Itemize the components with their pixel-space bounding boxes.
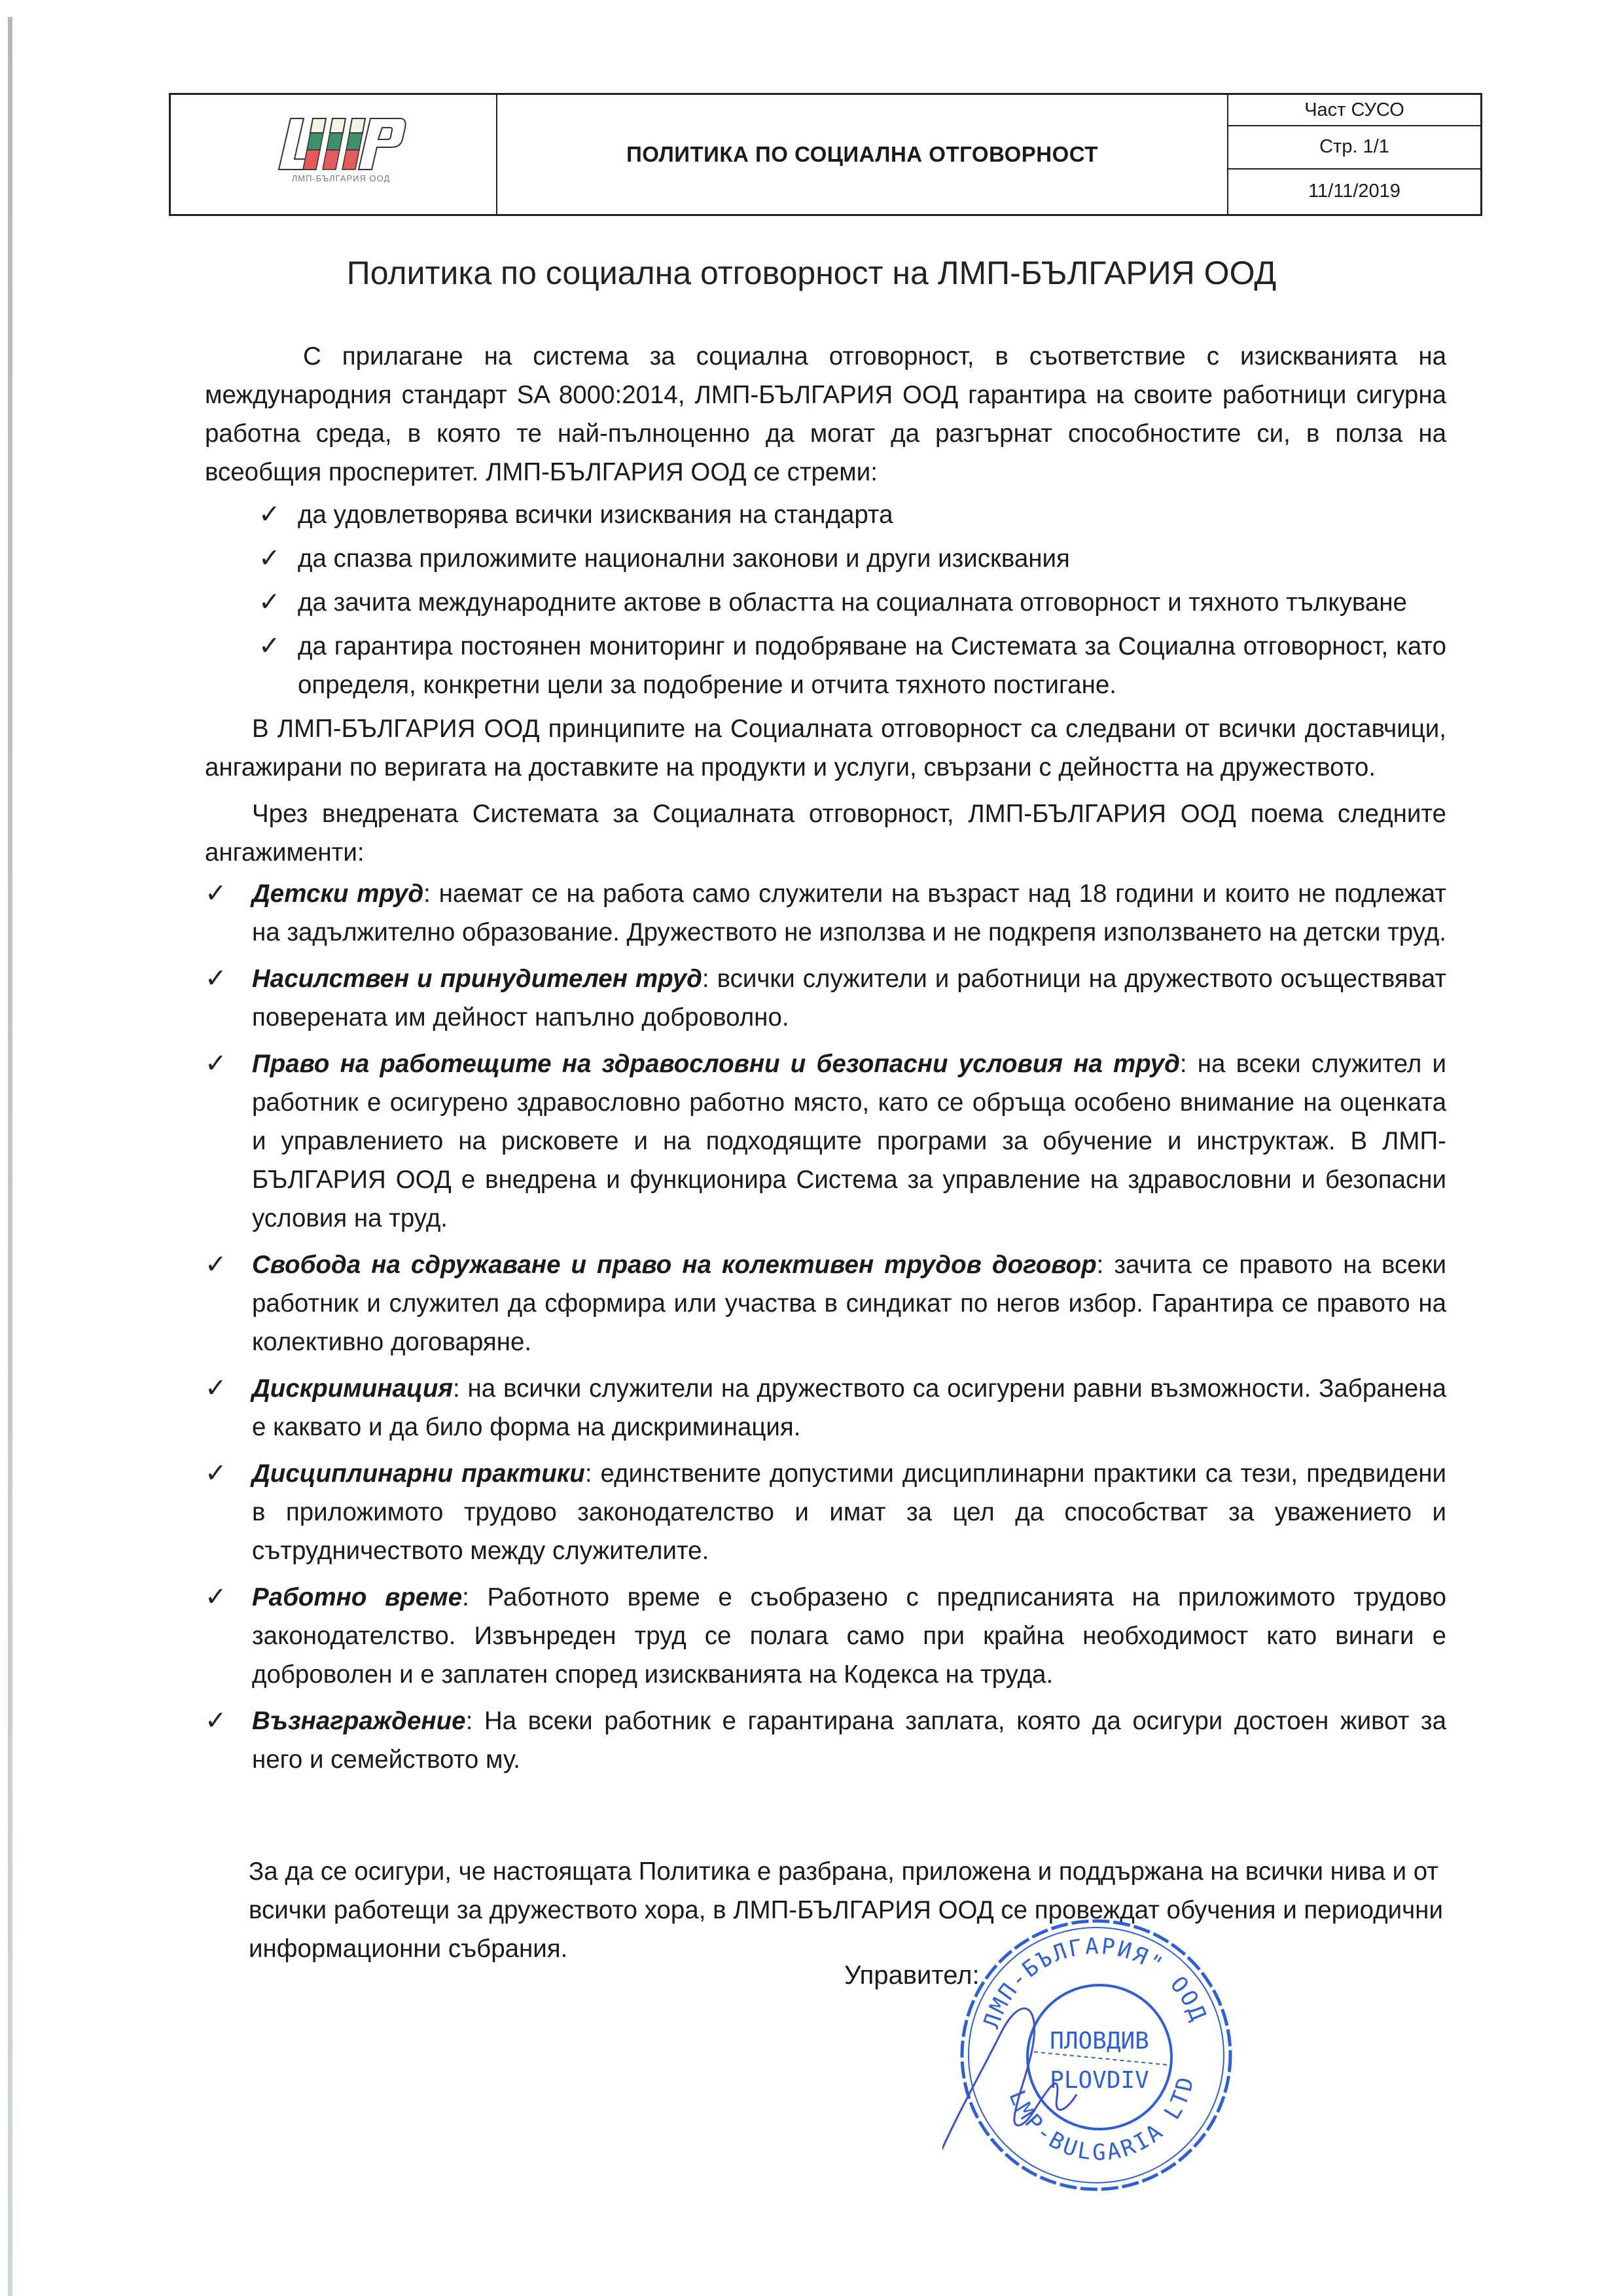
commitment-term: Право на работещите на здравословни и безопасни условия на труд: [252, 1050, 1180, 1078]
closing-paragraph: За да се осигури, че настоящата Политика е разбрана, приложена и поддържана на всички нива и от всички работещи за дружеството хора, в ЛМП-БЪЛГАРИЯ ООД се провеждат обучения и периодични информационни събрания.: [249, 1857, 1443, 1963]
header-title: ПОЛИТИКА ПО СОЦИАЛНА ОТГОВОРНОСТ: [497, 95, 1228, 214]
commitment-term: Детски труд: [252, 880, 424, 908]
objective-text: да спазва приложимите национални законови и други изисквания: [298, 545, 1070, 573]
commitment-term: Насилствен и принудителен труд: [252, 965, 702, 993]
stamp-outer-bottom: LMP-BULGARIA LTD: [1003, 2072, 1200, 2166]
document-header-table: [169, 93, 1482, 216]
document-body-top: [205, 337, 1446, 1787]
commitment-text: : на всеки служител и работник е осигурено здравословно работно място, като се обръща особено внимание на оценката и управлението на рисковете и на подходящите програми за обучение и инструктаж. В ЛМП-БЪЛГАРИЯ ООД е внедрена и функционира Система за управление на здравословни и безопасни условия на труд.: [252, 1050, 1447, 1232]
check-icon: ✓: [205, 1374, 227, 1403]
logo-subtitle: ЛМП-БЪЛГАРИЯ ООД: [291, 173, 391, 183]
stamp-center-top: ПЛОВДИВ: [1050, 2028, 1149, 2054]
commitment-item: [205, 1578, 1446, 1694]
commitment-text: : наемат се на работа само служители на възраст над 18 години и които не подлежат на задължително образование. Дружеството не използва и не подкрепя използването на детски труд.: [252, 880, 1446, 946]
check-icon: ✓: [259, 588, 281, 617]
stamp-outer-top: ЛМП-БЪЛГАРИЯ" ООД: [978, 1933, 1212, 2032]
commitment-term: Свобода на сдружаване и право на колективен трудов договор: [252, 1251, 1097, 1279]
commitment-item: [205, 1369, 1446, 1446]
objective-text: да гарантира постоянен мониторинг и подобряване на Системата за Социална отговорност, като определя, конкретни цели за подобрение и отчита тяхното постигане.: [298, 632, 1446, 699]
objectives-list: [205, 495, 1446, 704]
commitment-text: : всички служители и работници на дружеството осъществяват поверената им дейност напълно доброволно.: [252, 965, 1446, 1031]
check-icon: ✓: [259, 632, 281, 660]
commitment-item: [205, 1454, 1446, 1570]
scan-edge: [8, 17, 12, 2296]
objective-item: [205, 495, 1446, 534]
commitment-term: Възнаграждение: [252, 1707, 466, 1735]
commitments-list: [205, 874, 1446, 1779]
check-icon: ✓: [259, 500, 281, 529]
commitment-text: : зачита се правото на всеки работник и служител да сформира или участва в синдикат по негов избор. Гарантира се правото на колективно договаряне.: [252, 1251, 1446, 1356]
objective-item: [205, 539, 1446, 578]
commitment-item: [205, 874, 1446, 952]
check-icon: ✓: [205, 964, 227, 993]
commitment-term: Дискриминация: [252, 1374, 454, 1403]
commitment-item: [205, 1246, 1446, 1361]
lmp-logo-icon: [272, 113, 410, 175]
check-icon: ✓: [259, 544, 281, 573]
company-logo: [272, 113, 410, 192]
objective-text: да удовлетворява всички изисквания на стандарта: [298, 501, 893, 529]
commitment-item: [205, 1702, 1446, 1779]
document-title: Политика по социална отговорност на ЛМП-БЪЛГАРИЯ ООД: [346, 255, 1277, 291]
objective-item: [205, 627, 1446, 704]
logo-cell: [171, 95, 497, 214]
commitments-intro: Чрез внедрената Системата за Социалната отговорност, ЛМП-БЪЛГАРИЯ ООД поема следните ангажименти:: [205, 800, 1446, 867]
commitment-text: : единствените допустими дисциплинарни практики са тези, предвидени в приложимото трудово законодателство и имат за цел да способстват за уважението и сътрудничеството между служителите.: [252, 1460, 1446, 1565]
objective-item: [205, 583, 1446, 622]
commitment-item: [205, 960, 1446, 1037]
check-icon: ✓: [205, 1459, 227, 1488]
check-icon: ✓: [205, 1583, 227, 1611]
check-icon: ✓: [205, 1250, 227, 1279]
header-page: Стр. 1/1: [1228, 125, 1480, 170]
stamp-center-bottom: PLOVDIV: [1050, 2067, 1149, 2094]
header-meta: [1228, 95, 1480, 214]
company-stamp: [942, 1901, 1250, 2209]
check-icon: ✓: [205, 1706, 227, 1735]
objective-text: да зачита международните актове в областта на социалната отговорност и тяхното тълкуване: [298, 588, 1407, 617]
commitment-text: : На всеки работник е гарантирана заплата, която да осигури достоен живот за него и семейството му.: [252, 1707, 1446, 1774]
check-icon: ✓: [205, 1049, 227, 1078]
commitment-term: Работно време: [252, 1583, 463, 1611]
check-icon: ✓: [205, 879, 227, 908]
commitment-text: : Работното време е съобразено с предписанията на приложимото трудово законодателство. Извънреден труд се полага само при крайна необходимост като винаги е доброволен и е заплатен според изискванията на Кодекса на труда.: [252, 1583, 1446, 1689]
commitment-item: [205, 1045, 1446, 1238]
header-date: 11/11/2019: [1308, 180, 1400, 202]
header-part: Част СУСО: [1228, 95, 1480, 126]
commitment-text: : на всички служители на дружеството са осигурени равни възможности. Забранена е каквато и да било форма на дискриминация.: [252, 1374, 1446, 1441]
intro-paragraph: С прилагане на система за социална отговорност, в съответствие с изискванията на международния стандарт SA 8000:2014, ЛМП-БЪЛГАРИЯ ООД гарантира на своите работници сигурна работна среда, в която те най-пълноценно да могат да разгърнат способностите си, в полза на всеобщия просперитет. ЛМП-БЪЛГАРИЯ ООД се стреми:: [205, 342, 1446, 486]
stamp-seal-icon: [942, 1901, 1250, 2209]
suppliers-paragraph: В ЛМП-БЪЛГАРИЯ ООД принципите на Социалната отговорност са следвани от всички доставчици, ангажирани по веригата на доставките на продукти и услуги, свързани с дейността на дружеството.: [205, 715, 1446, 781]
signer-label: Управител:: [844, 1961, 980, 1990]
commitment-term: Дисциплинарни практики: [252, 1460, 585, 1488]
